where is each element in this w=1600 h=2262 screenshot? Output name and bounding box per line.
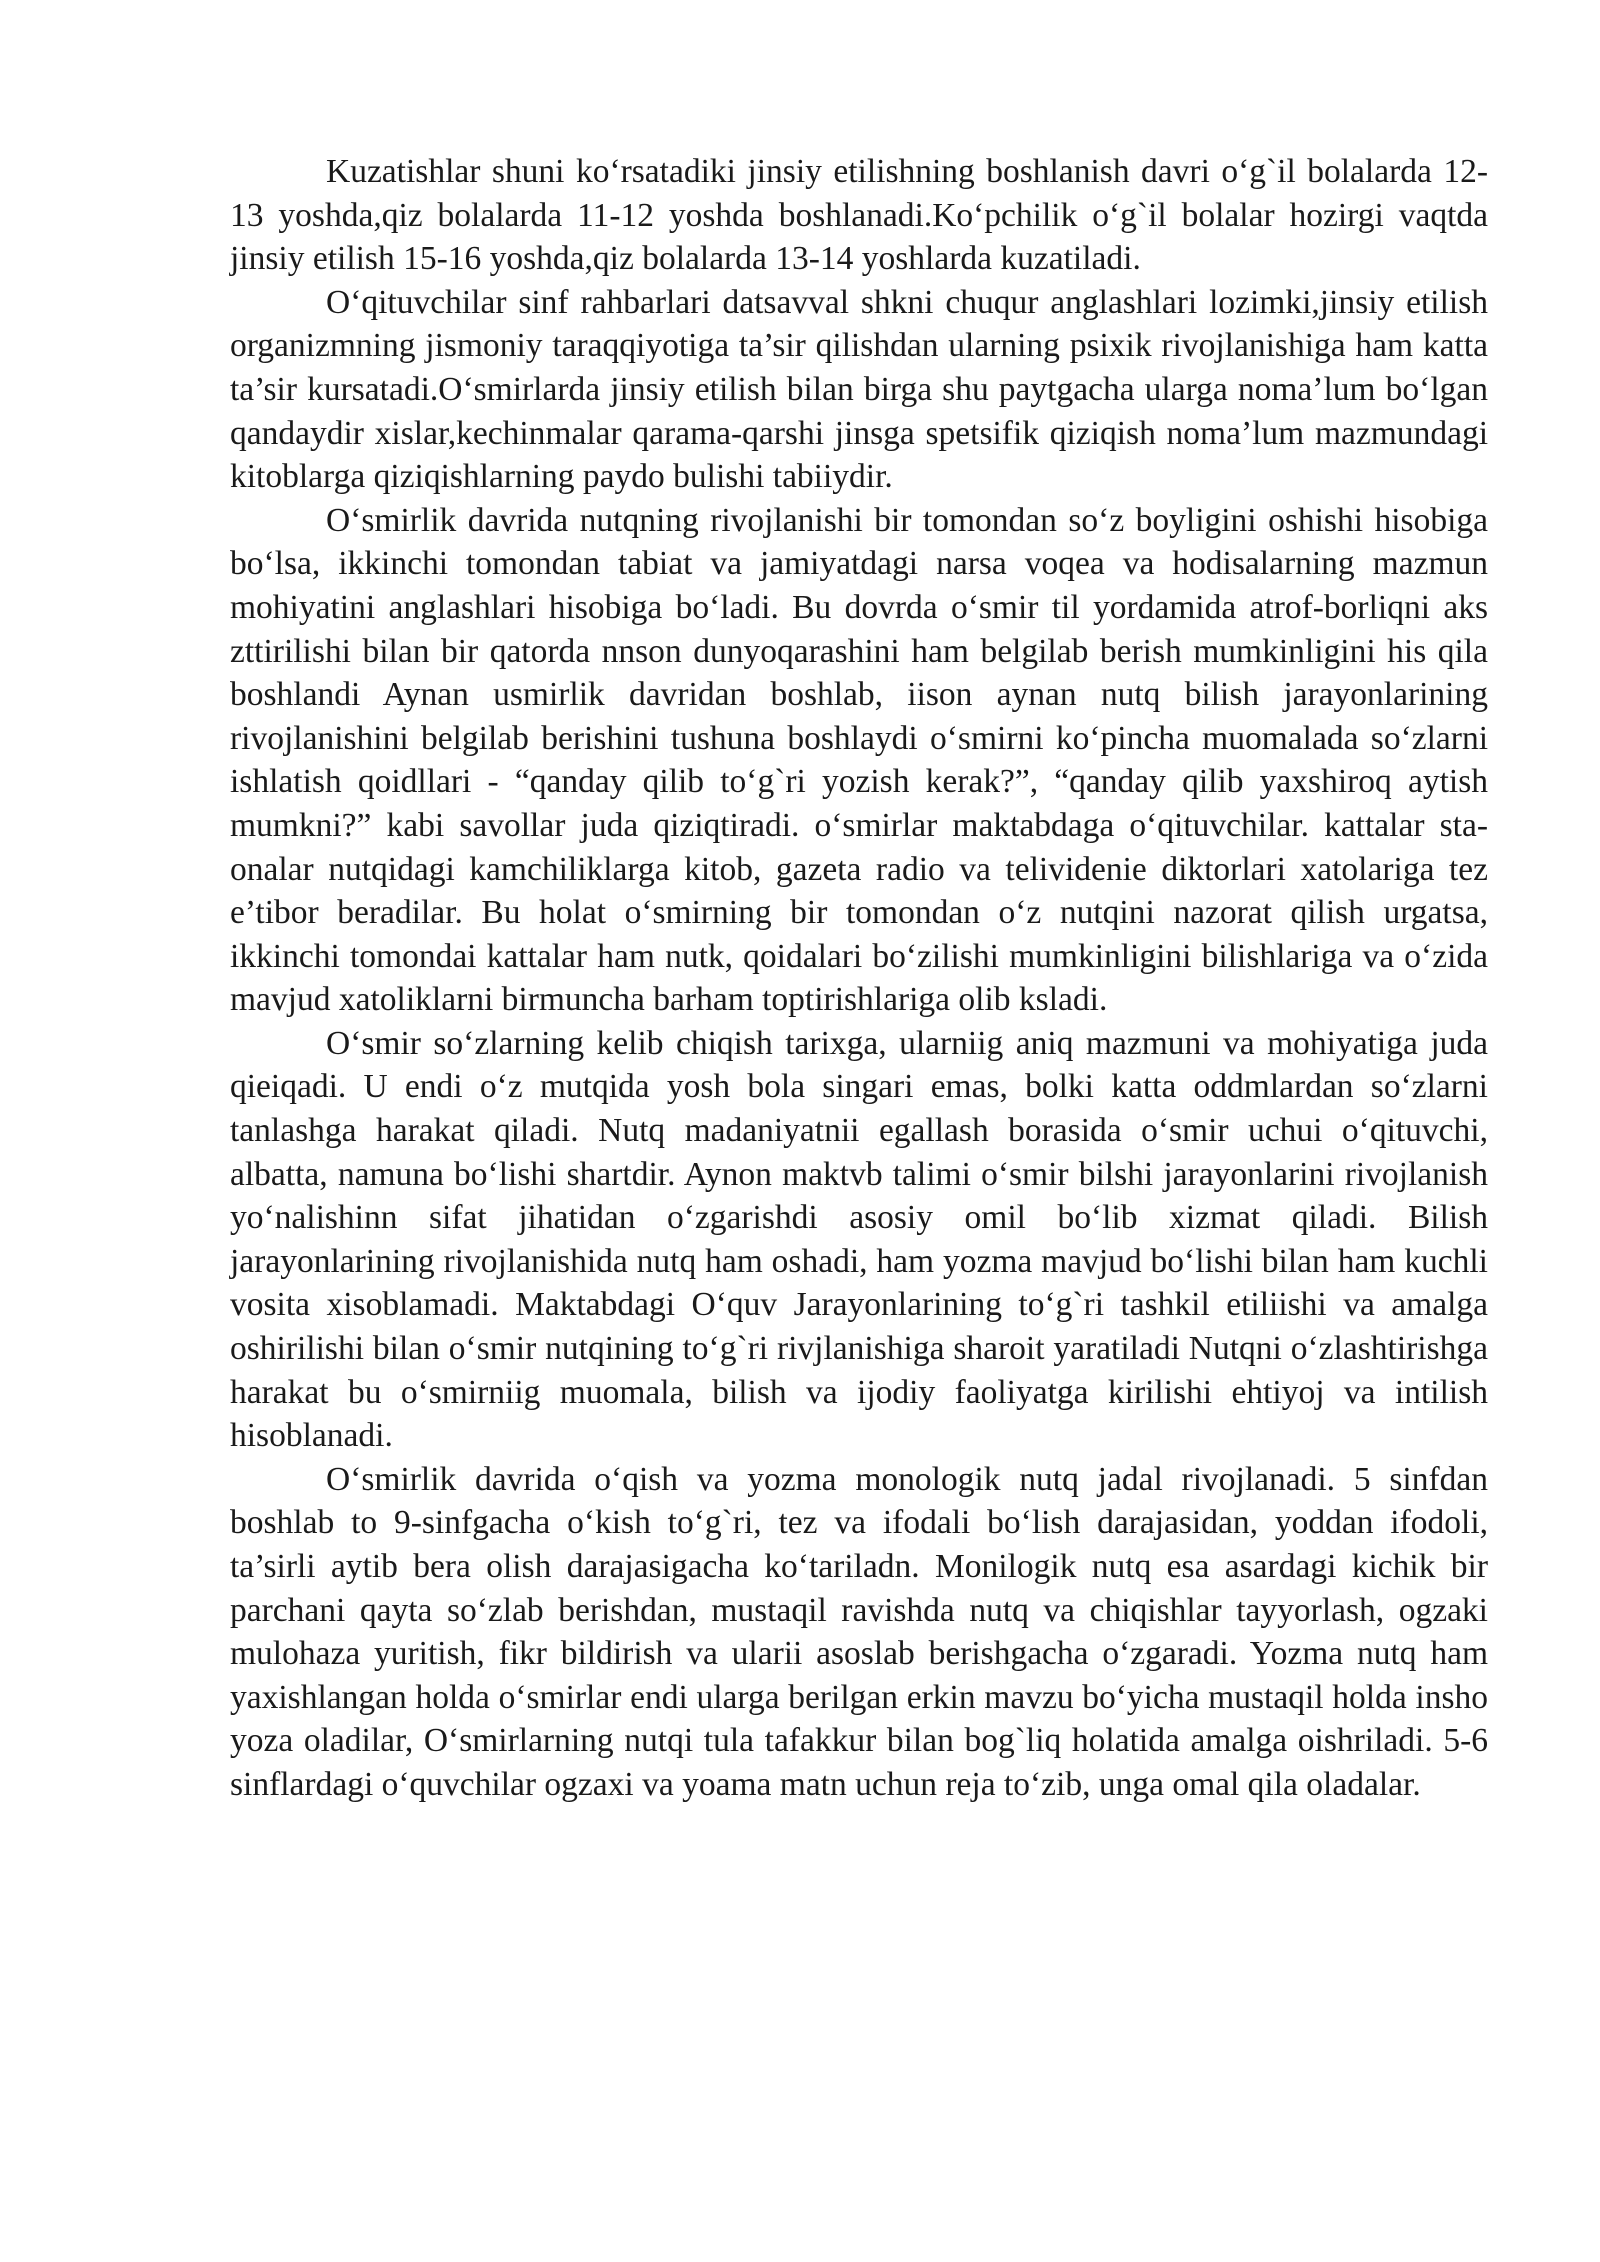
paragraph-3: O‘smirlik davrida nutqning rivojlanishi bir tomondan so‘z boyligini oshishi hisobiga bo‘lsa, ikkinchi tomondan tabiat va jamiyatdagi narsa voqea va hodisalarning mazmun mohiyatini anglashlari hisobiga bo‘ladi. Bu dovrda o‘smir til yordamida atrof-borliqni aks zttirilishi bilan bir qatorda nnson dunyoqarashini ham belgilab berish mumkinligini his qila boshlandi Aynan usmirlik davridan boshlab, iison aynan nutq bilish jarayonlarining rivojlanishini belgilab berishini tushuna boshlaydi o‘smirni ko‘pincha muomalada so‘zlarni ishlatish qoidllari - “qanday qilib to‘g`ri yozish kerak?”, “qanday qilib yaxshiroq aytish mumkni?” kabi savollar juda qiziqtiradi. o‘smirlar maktabdaga o‘qituvchilar. kattalar sta-onalar nutqidagi kamchiliklarga kitob, gazeta radio va telividenie diktorlari xatolariga tez e’tibor beradilar. Bu holat o‘smirning bir tomondan o‘z nutqini nazorat qilish urgatsa, ikkinchi tomondai kattalar ham nutk, qoidalari bo‘zilishi mumkinligini bilishlariga va o‘zida mavjud xatoliklarni birmuncha barham toptirishlariga olib ksladi.: [230, 501, 1488, 1019]
paragraph-5: O‘smirlik davrida o‘qish va yozma monologik nutq jadal rivojlanadi. 5 sinfdan boshlab to 9-sinfgacha o‘kish to‘g`ri, tez va ifodali bo‘lish darajasidan, yoddan ifodoli, ta’sirli aytib bera olish darajasigacha ko‘tariladn. Monilogik nutq esa asardagi kichik bir parchani qayta so‘zlab berishdan, mustaqil ravishda nutq va chiqishlar tayyorlash, ogzaki mulohaza yuritish, fikr bildirish va ularii asoslab berishgacha o‘zgaradi. Yozma nutq ham yaxishlangan holda o‘smirlar endi ularga berilgan erkin mavzu bo‘yicha mustaqil holda insho yoza oladilar, O‘smirlarning nutqi tula tafakkur bilan bog`liq holatida amalga oishriladi. 5-6 sinflardagi o‘quvchilar ogzaxi va yoama matn uchun reja to‘zib, unga omal qila oladalar.: [230, 1460, 1488, 1803]
document-page: [230, 150, 1488, 1807]
paragraph-4: O‘smir so‘zlarning kelib chiqish tarixga, ularniig aniq mazmuni va mohiyatiga juda qieiqadi. U endi o‘z mutqida yosh bola singari emas, bolki katta oddmlardan so‘zlarni tanlashga harakat qiladi. Nutq madaniyatnii egallash borasida o‘smir uchui o‘qituvchi, albatta, namuna bo‘lishi shartdir. Aynon maktvb talimi o‘smir bilshi jarayonlarini rivojlanish yo‘nalishinn sifat jihatidan o‘zgarishdi asosiy omil bo‘lib xizmat qiladi. Bilish jarayonlarining rivojlanishida nutq ham oshadi, ham yozma mavjud bo‘lishi bilan ham kuchli vosita xisoblamadi. Maktabdagi O‘quv Jarayonlarining to‘g`ri tashkil etiliishi va amalga oshirilishi bilan o‘smir nutqining to‘g`ri rivjlanishiga sharoit yaratiladi Nutqni o‘zlashtirishga harakat bu o‘smirniig muomala, bilish va ijodiy faoliyatga kirilishi ehtiyoj va intilish hisoblanadi.: [230, 1024, 1488, 1455]
paragraph-2: O‘qituvchilar sinf rahbarlari datsavval shkni chuqur anglashlari lozimki,jinsiy etilish organizmning jismoniy taraqqiyotiga ta’sir qilishdan ularning psixik rivojlanishiga ham katta ta’sir kursatadi.O‘smirlarda jinsiy etilish bilan birga shu paytgacha ularga noma’lum bo‘lgan qandaydir xislar,kechinmalar qarama-qarshi jinsga spetsifik qiziqish noma’lum mazmundagi kitoblarga qiziqishlarning paydo bulishi tabiiydir.: [230, 283, 1488, 496]
paragraph-1: Kuzatishlar shuni ko‘rsatadiki jinsiy etilishning boshlanish davri o‘g`il bolalarda 12-13 yoshda,qiz bolalarda 11-12 yoshda boshlanadi.Ko‘pchilik o‘g`il bolalar hozirgi vaqtda jinsiy etilish 15-16 yoshda,qiz bolalarda 13-14 yoshlarda kuzatiladi.: [230, 153, 1488, 278]
